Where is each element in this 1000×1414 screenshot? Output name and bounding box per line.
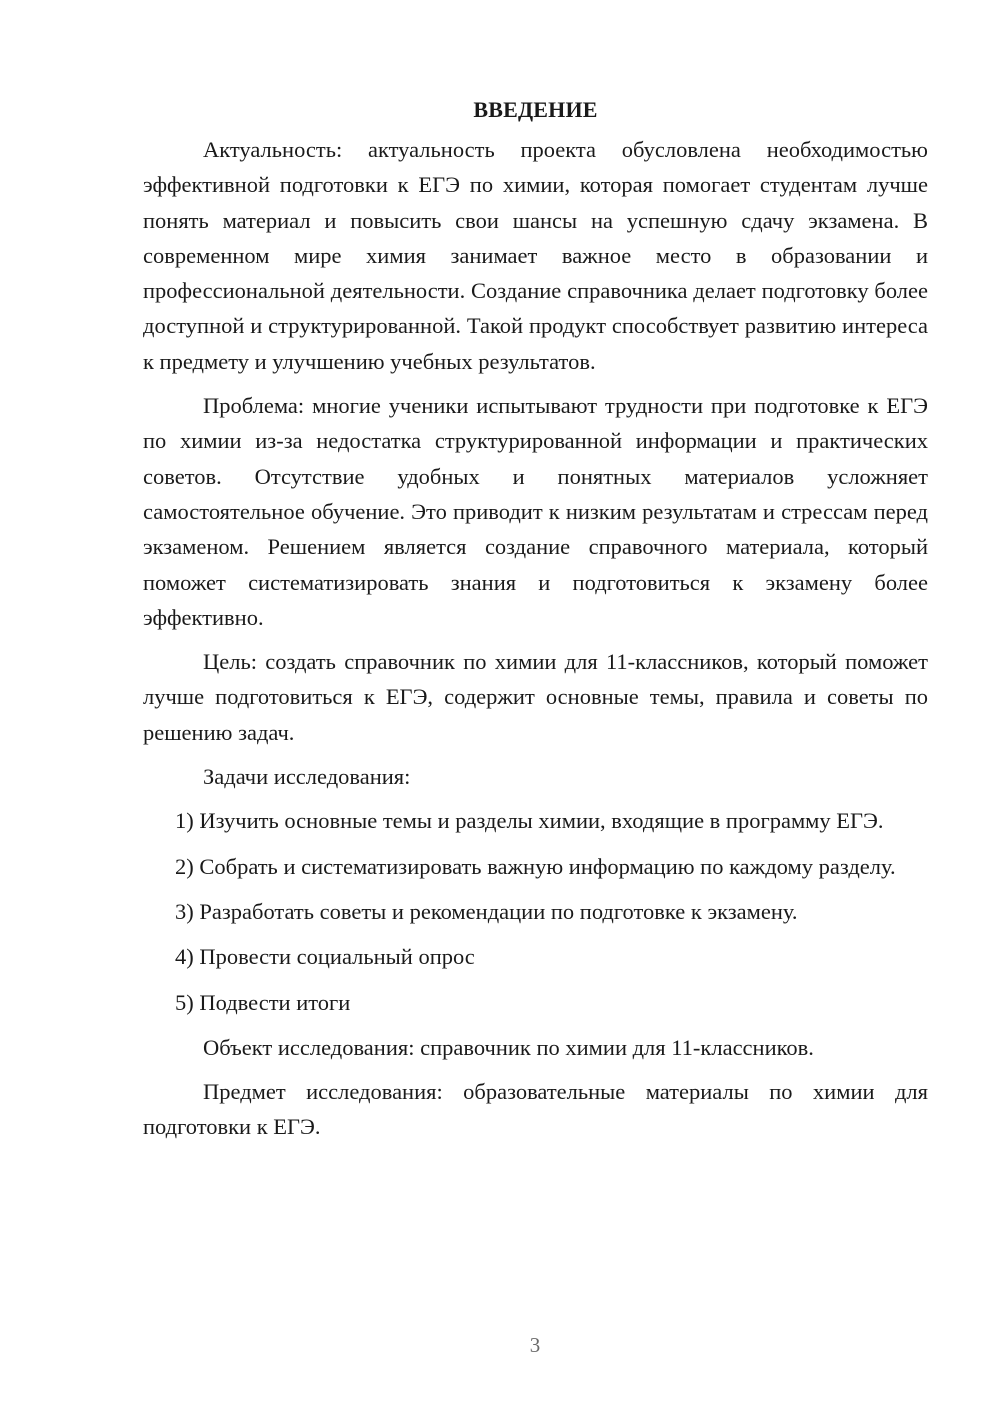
task-item-1: 1) Изучить основные темы и разделы химии, входящие в программу ЕГЭ.	[175, 808, 884, 834]
problem-paragraph: Проблема: многие ученики испытывают трудности при подготовке к ЕГЭ по химии из-за недостатка структурированной информации и практических советов. Отсутствие удобных и понятных материалов усложняет самостоятельное обучение. Это приводит к низким результатам и стрессам перед экзаменом. Решением является создание справочного материала, который поможет систематизировать знания и подготовиться к экзамену более эффективно.	[143, 393, 928, 630]
document-page	[143, 92, 928, 1154]
task-item-5: 5) Подвести итоги	[175, 989, 351, 1015]
task-item-4: 4) Провести социальный опрос	[175, 944, 475, 970]
page-number: 3	[529, 1333, 541, 1357]
relevance-paragraph: Актуальность: актуальность проекта обусловлена необходимостью эффективной подготовки к ЕГЭ по химии, которая помогает студентам лучше понять материал и повысить свои шансы на успешную сдачу экзамена. В современном мире химия занимает важное место в образовании и профессиональной деятельности. Создание справочника делает подготовку более доступной и структурированной. Такой продукт способствует развитию интереса к предмету и улучшению учебных результатов.	[143, 137, 928, 374]
tasks-heading: Задачи исследования:	[203, 764, 411, 790]
task-item-2: 2) Собрать и систематизировать важную информацию по каждому разделу.	[175, 853, 896, 879]
object-paragraph: Объект исследования: справочник по химии для 11-классников.	[203, 1034, 814, 1060]
subject-paragraph: Предмет исследования: образовательные материалы по химии для подготовки к ЕГЭ.	[143, 1079, 928, 1140]
goal-paragraph: Цель: создать справочник по химии для 11-классников, который поможет лучше подготовиться к ЕГЭ, содержит основные темы, правила и советы по решению задач.	[143, 649, 928, 745]
task-item-3: 3) Разработать советы и рекомендации по подготовке к экзамену.	[175, 898, 798, 924]
section-title: ВВЕДЕНИЕ	[473, 97, 598, 122]
